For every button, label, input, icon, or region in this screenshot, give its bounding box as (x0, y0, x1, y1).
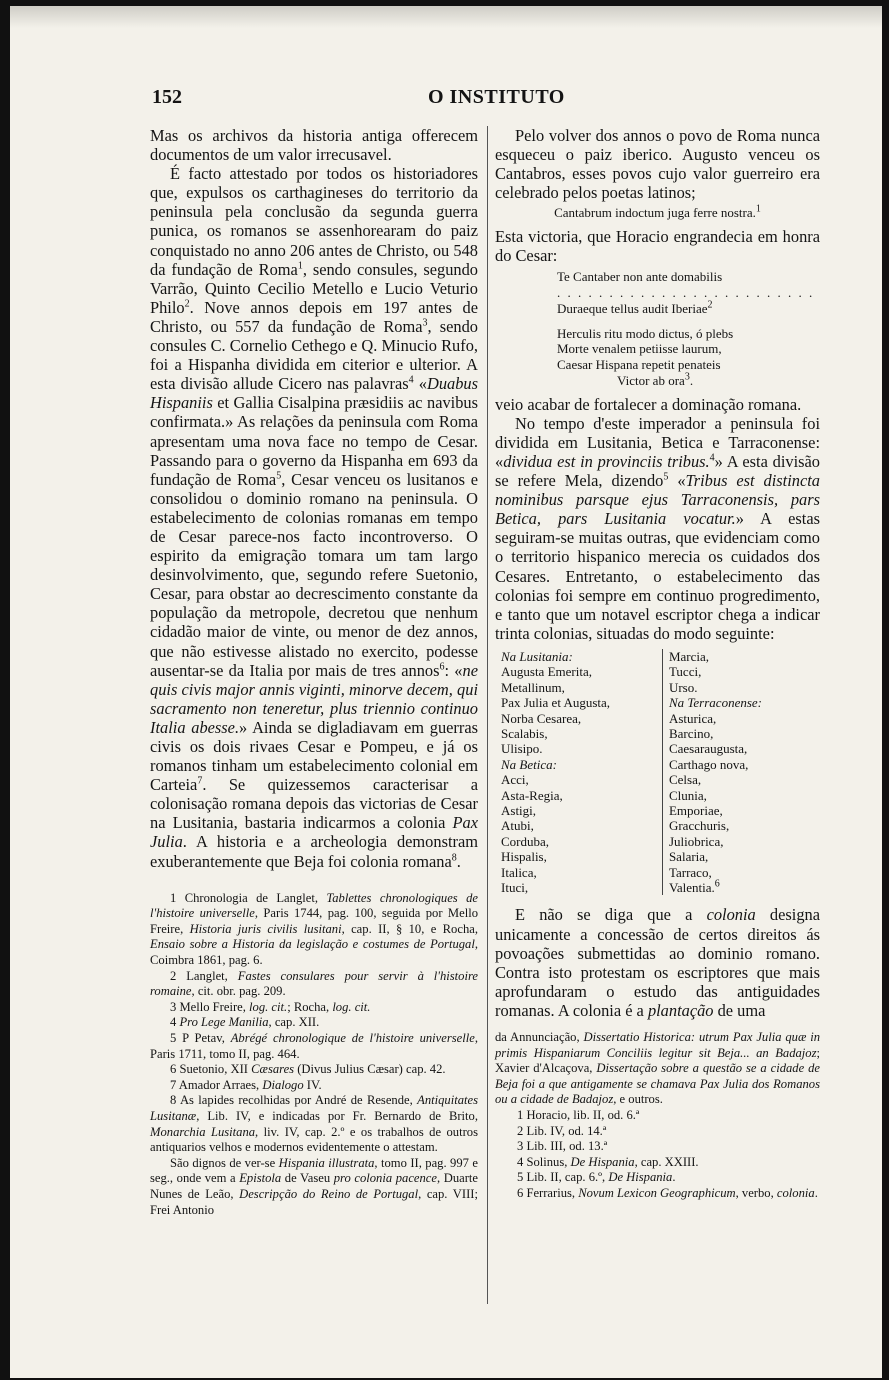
footnote-r3: 3 Lib. III, od. 13.ª (517, 1139, 608, 1154)
colony-list-item: Carthago nova, (668, 756, 749, 772)
colony-list-item: Augusta Emerita, (501, 664, 592, 680)
footnote-r4: 4 Solinus, De Hispania, cap. XXIII. (517, 1154, 699, 1169)
colony-list-item: Emporiae, (668, 803, 723, 819)
right-footnotes (495, 1030, 820, 1202)
colony-list-item: Metallinum, (501, 679, 565, 695)
colony-list-item: Scalabis, (501, 725, 548, 741)
horace-verses (557, 269, 820, 389)
colony-list-item: Tarraco, (668, 864, 712, 880)
colony-list-item: Na Betica: (501, 756, 557, 772)
colony-list-item: Clunia, (668, 787, 707, 803)
colony-list-item: Asturica, (668, 710, 717, 726)
right-paragraph-1: Pelo volver dos annos o povo de Roma nunca esqueceu o paiz iberico. Augusto venceu os Cantabros, esses povos cujo valor guerreiro era celebrado pelos poetas latinos; (495, 126, 820, 203)
scan-shadow (10, 6, 882, 28)
colony-list-item: Norba Cesarea, (501, 710, 582, 726)
footnote-8-continued: São dignos de ver-se Hispania illustrata, tomo II, pag. 997 e seg., onde vem a Epistola de Vaseu pro colonia pacence, Duarte Nunes de Leão, Descripção do Reino de Portugal, cap. VIII; Frei Antonio (150, 1155, 478, 1217)
colony-list-item: Caesaraugusta, (668, 741, 748, 757)
verse-line: Morte venalem petiisse laurum, (557, 341, 722, 357)
footnote-6: 6 Suetonio, XII Cæsares (Divus Julius Cæsar) cap. 42. (170, 1062, 446, 1077)
footnote-continued: da Annunciação, Dissertatio Historica: utrum Pax Julia quæ in primis Hispaniarum Conciliis legitur sit Beja... an Badajoz; Xavier d'Alcaçova, Dissertação sobre a questão se a cidade de Beja foi a que antigamente se chamava Pax Julia dos Romanos ou a cidade de Badajoz, e outros. (495, 1030, 820, 1107)
footnote-7: 7 Amador Arraes, Dialogo IV. (170, 1077, 322, 1092)
colony-list-item: Acci, (501, 772, 529, 788)
colony-list-item: Na Terraconense: (668, 695, 762, 711)
colony-list-item: Ituci, (501, 880, 529, 896)
verse-line: Duraeque tellus audit Iberiae$^2$ (557, 299, 713, 316)
colony-list-item: Atubi, (501, 818, 534, 834)
colony-list-item: Pax Julia et Augusta, (501, 695, 611, 711)
footnote-4: 4 Pro Lege Manilia, cap. XII. (170, 1015, 320, 1030)
footnote-8: 8 As lapides recolhidas por André de Resende, Antiquitates Lusitanæ, Lib. IV, e indicadas por Fr. Bernardo de Brito, Monarchia Lusitana, liv. IV, cap. 2.º e os trabalhos de outros antiquarios velhos e modernos evidentemente o attestam. (150, 1093, 478, 1155)
footnote-3: 3 Mello Freire, log. cit.; Rocha, log. cit. (170, 999, 371, 1014)
verse-line: Te Cantaber non ante domabilis (557, 269, 723, 285)
page-number: 152 (152, 86, 182, 108)
right-paragraph-5: E não se diga que a colonia designa unicamente a concessão de certos direitos ás povoações submettidas ao dominio romano. Contra isto protestam os escriptores que mais aprofundaram o estudo das antiguidades romanas. A colonia é a plantação de uma (495, 905, 820, 1020)
footnote-2: 2 Langlet, Fastes consulares pour servir à l'histoire romaine, cit. obr. pag. 209. (150, 968, 478, 999)
colony-list-item: Barcino, (668, 725, 714, 741)
colony-list-item: Na Lusitania: (501, 648, 573, 664)
colony-list-item: Gracchuris, (668, 818, 730, 834)
left-paragraph-1: Mas os archivos da historia antiga offerecem documentos de um valor irrecusavel. (150, 126, 478, 165)
latin-quote: Cantabrum indoctum juga ferre nostra.$^1$ (554, 204, 761, 221)
colony-list-item: Tucci, (668, 664, 702, 680)
right-paragraph-2: Esta victoria, que Horacio engrandecia em honra do Cesar: (495, 226, 820, 266)
colony-list-item: Juliobrica, (668, 833, 724, 849)
right-paragraph-4: No tempo d'este imperador a peninsula foi dividida em Lusitania, Betica e Tarraconense: «dividua est in provinciis tribus.$^4$» A esta divisão se refere Mela, dizendo$^5$ «Tribus est distincta nominibus parsque ejus Tarraconensis, pars Betica, pars Lusitania vocatur.» A estas seguiram-se muitas outras, que evidenciam como o territorio hispanico merecia os cuidados dos Cesares. Entretanto, o estabelecimento das colonias foi sempre em continuo progredimento, e tanto que um notavel escriptor chega a indicar trinta colonias, situadas do modo seguinte: (495, 413, 821, 643)
footnote-r2: 2 Lib. IV, od. 14.ª (517, 1123, 607, 1138)
left-footnotes (150, 891, 478, 1218)
verse-line: Herculis ritu modo dictus, ó plebs (557, 325, 734, 341)
footnote-r6: 6 Ferrarius, Novum Lexicon Geographicum, verbo, colonia. (517, 1185, 818, 1200)
footnote-r1: 1 Horacio, lib. II, od. 6.ª (517, 1107, 640, 1122)
verse-line: Caesar Hispana repetit penateis (557, 357, 721, 373)
colony-list-item: Asta-Regia, (501, 787, 563, 803)
footnote-5: 5 P Petav, Abrégé chronologique de l'histoire universelle, Paris 1711, tomo II, pag. 464. (150, 1031, 478, 1061)
scanned-page (10, 6, 882, 1378)
left-paragraph-2: É facto attestado por todos os historiadores que, expulsos os carthagineses do territorio da peninsula pela conclusão da segunda guerra punica, os romanos se assenhorearam do paiz conquistado no anno 206 antes de Christo, ou 548 da fundação de Roma$^1$, sendo consules, segundo Varrão, Quinto Cecilio Metello e Lucio Veturio Philo$^2$. Nove annos depois em 197 antes de Christo, ou 557 da fundação de Roma$^3$, sendo consules C. Cornelio Cethego e Q. Minucio Rufo, foi a Hispanha dividida em citerior e ulterior. A esta divisão allude Cicero nas palavras$^4$ «Duabus Hispaniis et Gallia Cisalpina præsidiis ac navibus confirmata.» As relações da peninsula com Roma apresentam uma nova face no tempo de Cesar. Passando para o governo da Hispanha em 693 da fundação de Roma$^5$, Cesar venceu os lusitanos e consolidou o dominio romano na peninsula. O estabelecimento de colonias romanas em tempo de Cesar parece-nos facto incontroverso. O espirito da emigração tomara um tam largo desinvolvimento, que, segundo refere Suetonio, Cesar, para obstar ao decrescimento constante da população da metropole, decretou que nenhum cidadão maior de vinte, ou menor de dez annos, que não estivesse alistado no exercito, podesse ausentar-se da Italia por mais de tres annos$^6$: «ne quis civis major annis viginti, minorve decem, qui sacramento non teneretur, plus triennio continuo Italia abesse.» Ainda se digladiavam em guerras civis os dois rivaes Cesar e Pompeu, e já os romanos tinham um estabelecimento colonial em Carteia$^7$. Se quizessemos caracterisar a colonisação romana depois das victorias de Cesar na Lusitania, bastaria indicarmos a colonia Pax Julia. A historia e a archeologia demonstram exuberantemente que Beja foi colonia romana$^8$. (150, 164, 479, 871)
running-title: O INSTITUTO (428, 86, 565, 108)
colonies-list-left (495, 649, 654, 896)
colony-list-item: Celsa, (668, 772, 702, 788)
colony-list-item: Ulisipo. (501, 741, 543, 757)
right-paragraph-3: veio acabar de fortalecer a dominação romana. (495, 394, 802, 414)
colony-list-item: Marcia, (668, 648, 710, 664)
colonies-list-right (662, 649, 820, 896)
right-column (495, 126, 820, 1202)
left-column (150, 126, 478, 1218)
verse-line: Victor ab ora$^3$. (617, 371, 694, 388)
colony-list-item: Hispalis, (501, 849, 547, 865)
colony-list-item: Astigi, (501, 803, 537, 819)
colony-list-item: Urso. (668, 679, 698, 695)
column-divider (487, 126, 488, 1304)
footnote-r5: 5 Lib. II, cap. 6.º, De Hispania. (517, 1170, 676, 1185)
colonies-list (495, 649, 820, 896)
colony-list-item: Corduba, (501, 833, 550, 849)
colony-list-item: Salaria, (668, 849, 709, 865)
ellipsis-line: . . . . . . . . . . . . . . . . . . . . . . . . . (557, 284, 815, 300)
footnote-1: 1 Chronologia de Langlet, Tablettes chronologiques de l'histoire universelle, Paris 1744, pag. 100, seguida por Mello Freire, Historia juris civilis lusitani, cap. II, § 10, e Rocha, Ensaio sobre a Historia da legislação e costumes de Portugal, Coimbra 1861, pag. 6. (150, 890, 479, 968)
colony-list-item: Valentia.$^6$ (668, 878, 720, 896)
colony-list-item: Italica, (501, 864, 537, 880)
